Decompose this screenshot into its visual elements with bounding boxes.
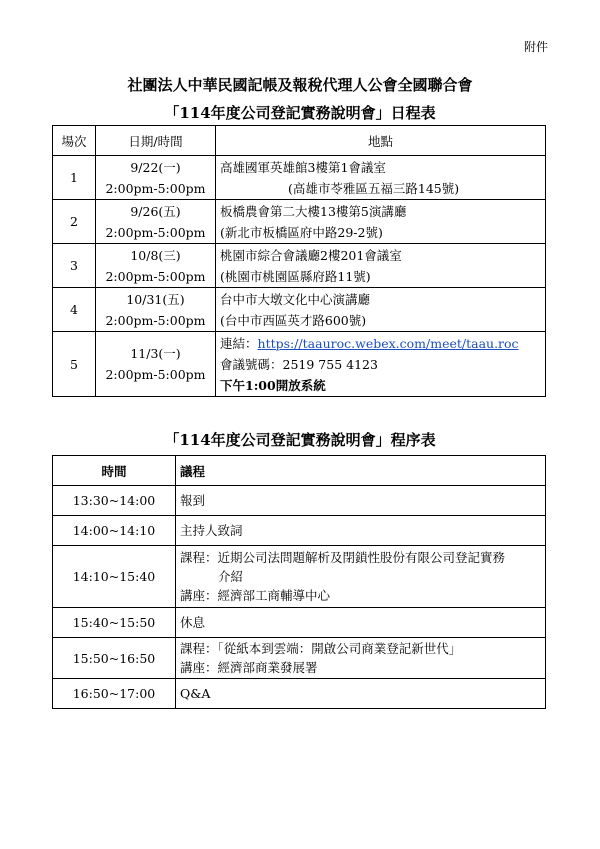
- program-item: [176, 638, 546, 679]
- speaker-line: [180, 658, 545, 677]
- speaker-name: 經濟部商業發展署: [217, 660, 318, 675]
- schedule-row: [53, 288, 546, 332]
- organization-title: 社團法人中華民國記帳及報稅代理人公會全國聯合會: [127, 76, 473, 94]
- system-open-note: 下午1:00開放系統: [220, 377, 326, 393]
- header-datetime: 日期/時間: [96, 126, 216, 156]
- program-row: [53, 546, 546, 608]
- online-link-line: [220, 333, 545, 354]
- schedule-title: 「114年度公司登記實務說明會」日程表: [164, 104, 436, 122]
- program-row: [53, 516, 546, 546]
- meeting-label: 會議號碼：: [220, 356, 283, 372]
- session-number: 5: [53, 332, 96, 397]
- session-datetime: [96, 244, 216, 288]
- speaker-label: 講座：: [180, 660, 218, 675]
- session-datetime: [96, 332, 216, 397]
- webex-link[interactable]: https://taauroc.webex.com/meet/taau.roc: [257, 335, 519, 351]
- program-time: 14:10~15:40: [53, 546, 176, 608]
- course-title: 近期公司法問題解析及閉鎖性股份有限公司登記實務: [217, 550, 506, 565]
- schedule-table: [52, 125, 546, 397]
- program-time: 14:00~14:10: [53, 516, 176, 546]
- program-item: Q&A: [176, 679, 546, 709]
- header-venue: 地點: [216, 126, 546, 156]
- session-datetime: [96, 288, 216, 332]
- session-venue: [216, 244, 546, 288]
- program-time: 16:50~17:00: [53, 679, 176, 709]
- schedule-row: [53, 244, 546, 288]
- annex-label: 附件: [523, 40, 548, 54]
- venue-name: 桃園市綜合會議廳2樓201會議室: [220, 247, 402, 263]
- venue-address: (新北市板橋區府中路29-2號): [220, 224, 383, 240]
- schedule-row: [53, 156, 546, 200]
- program-item: [176, 546, 546, 608]
- program-time: 15:40~15:50: [53, 608, 176, 638]
- program-row: [53, 638, 546, 679]
- program-item: 報到: [176, 486, 546, 516]
- header-agenda: 議程: [176, 456, 546, 486]
- venue-name: 台中市大墩文化中心演講廳: [220, 291, 371, 307]
- program-title: 「114年度公司登記實務說明會」程序表: [164, 431, 436, 449]
- speaker-label: 講座：: [180, 588, 218, 603]
- session-number: 4: [53, 288, 96, 332]
- session-time: 2:00pm-5:00pm: [105, 367, 206, 382]
- program-row: [53, 679, 546, 709]
- session-date: 9/22(一): [130, 159, 181, 175]
- speaker-line: [180, 586, 545, 605]
- venue-address: (台中市西區英才路600號): [220, 312, 367, 328]
- program-time: 15:50~16:50: [53, 638, 176, 679]
- session-datetime: [96, 200, 216, 244]
- session-venue: [216, 288, 546, 332]
- session-time: 2:00pm-5:00pm: [105, 224, 206, 240]
- schedule-row: [53, 332, 546, 397]
- program-row: [53, 608, 546, 638]
- session-date: 9/26(五): [130, 203, 181, 219]
- schedule-header-row: [53, 126, 546, 156]
- session-venue: [216, 156, 546, 200]
- program-table: [52, 455, 546, 709]
- session-number: 2: [53, 200, 96, 244]
- course-title-cont: 介紹: [218, 569, 244, 584]
- course-title: 「從紙本到雲端：開啟公司商業登記新世代」: [217, 641, 462, 656]
- course-label: 課程：: [180, 550, 218, 565]
- speaker-name: 經濟部工商輔導中心: [217, 588, 331, 603]
- course-label: 課程：: [180, 641, 218, 656]
- session-venue: [216, 200, 546, 244]
- course-line: [180, 548, 545, 567]
- program-time: 13:30~14:00: [53, 486, 176, 516]
- session-number: 1: [53, 156, 96, 200]
- session-datetime: [96, 156, 216, 200]
- program-item: 主持人致詞: [176, 516, 546, 546]
- meeting-number-line: [220, 354, 545, 375]
- link-label: 連結：: [220, 335, 258, 351]
- schedule-row: [53, 200, 546, 244]
- session-time: 2:00pm-5:00pm: [105, 180, 206, 196]
- program-item: 休息: [176, 608, 546, 638]
- venue-name: 板橋農會第二大樓13樓第5演講廳: [220, 203, 407, 219]
- header-time: 時間: [53, 456, 176, 486]
- session-date: 10/31(五): [126, 291, 185, 307]
- venue-name: 高雄國軍英雄館3樓第1會議室: [220, 159, 386, 175]
- venue-address: (桃園市桃園區縣府路11號): [220, 268, 371, 284]
- course-line: [180, 639, 545, 658]
- program-row: [53, 486, 546, 516]
- session-venue: [216, 332, 546, 397]
- session-date: 11/3(一): [130, 346, 181, 361]
- session-time: 2:00pm-5:00pm: [105, 312, 206, 328]
- session-date: 10/8(三): [130, 247, 181, 263]
- venue-address: (高雄市苓雅區五福三路145號): [288, 180, 460, 196]
- session-number: 3: [53, 244, 96, 288]
- meeting-number: 2519 755 4123: [282, 356, 378, 372]
- program-header-row: [53, 456, 546, 486]
- header-session: 場次: [53, 126, 96, 156]
- session-time: 2:00pm-5:00pm: [105, 268, 206, 284]
